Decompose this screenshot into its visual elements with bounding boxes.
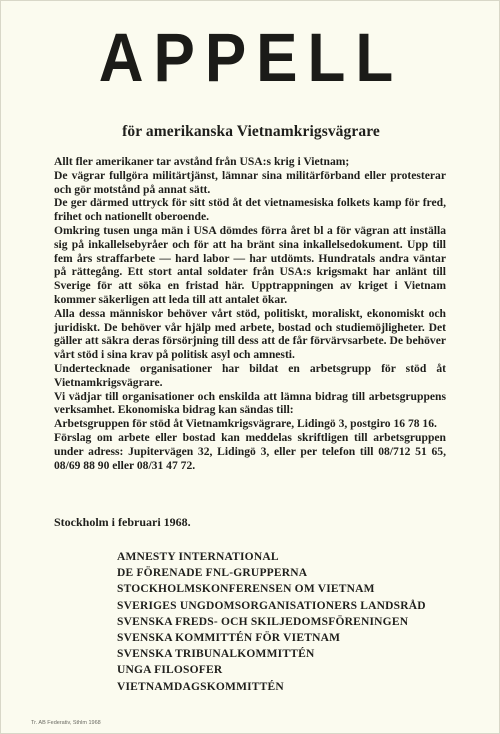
paragraph: Förslag om arbete eller bostad kan meddelas skriftligen till arbetsgruppen under adress: Jupitervägen 32, Lidingö 3, eller per telefon till 08/712 51 65, 08/69 88 90 eller 08/31 47 72. bbox=[54, 430, 446, 472]
paragraph: Allt fler amerikaner tar avstånd från USA:s krig i Vietnam; bbox=[54, 155, 350, 168]
paragraph: De vägrar fullgöra militärtjänst, lämnar sina militärförband eller protesterar och gör motstånd på annat sätt. bbox=[54, 168, 446, 196]
organization-name: DE FÖRENADE FNL-GRUPPERNA bbox=[117, 567, 308, 580]
poster-subtitle: för amerikanska Vietnamkrigsvägrare bbox=[122, 123, 380, 140]
paragraph: Omkring tusen unga män i USA dömdes förra året bl a för vägran att inställa sig på inkallelsebyråer och för att ha bränt sina inkallelsedokument. Upp till fem års straffarbete — hard labor — har utdömts. Hundratals andra väntar på rättegång. Ett stort antal soldater från USA:s krigsmakt har anlänt till Sverige för att söka en fristad här. Upptrappningen av kriget i Vietnam kommer säkerligen att leda till att antalet ökar. bbox=[54, 223, 446, 306]
organization-list bbox=[117, 549, 426, 695]
organization-name: UNGA FILOSOFER bbox=[117, 664, 223, 677]
paragraph: Alla dessa människor behöver vårt stöd, politiskt, moraliskt, ekonomiskt och juridiskt. De behöver vår hjälp med arbete, bostad och studiemöjligheter. Det gäller att säkra deras försörjning till dess att de får förvärvsarbete. De behöver vårt stöd i sina krav på politisk asyl och amnesti. bbox=[54, 306, 446, 362]
organization-name: SVERIGES UNGDOMSORGANISATIONERS LANDSRÅD bbox=[117, 599, 426, 612]
paragraph: Arbetsgruppen för stöd åt Vietnamkrigsvägrare, Lidingö 3, postgiro 16 78 16. bbox=[54, 417, 437, 431]
paragraph: Vi vädjar till organisationer och enskilda att lämna bidrag till arbetsgruppens verksamhet. Ekonomiska bidrag kan sändas till: bbox=[54, 389, 446, 417]
printer-imprint: Tr. AB Federativ, Sthlm 1968 bbox=[31, 720, 101, 726]
organization-name: STOCKHOLMSKONFERENSEN OM VIETNAM bbox=[117, 583, 375, 596]
paragraph: Undertecknade organisationer har bildat en arbetsgrupp för stöd åt Vietnamkrigsvägrare. bbox=[54, 361, 446, 389]
date-line: Stockholm i februari 1968. bbox=[54, 515, 191, 529]
organization-name: SVENSKA TRIBUNALKOMMITTÉN bbox=[117, 648, 315, 661]
paragraph: De ger därmed uttryck för sitt stöd åt det vietnamesiska folkets kamp för fred, frihet och nationellt oberoende. bbox=[54, 196, 446, 224]
poster-headline: APPELL bbox=[98, 20, 404, 97]
organization-name: AMNESTY INTERNATIONAL bbox=[117, 551, 279, 563]
organization-name: VIETNAMDAGSKOMMITTÉN bbox=[117, 680, 284, 693]
organization-name: SVENSKA KOMMITTÉN FÖR VIETNAM bbox=[117, 632, 341, 645]
organization-name: SVENSKA FREDS- OCH SKILJEDOMSFÖRENINGEN bbox=[117, 615, 409, 628]
appeal-body bbox=[54, 155, 446, 472]
